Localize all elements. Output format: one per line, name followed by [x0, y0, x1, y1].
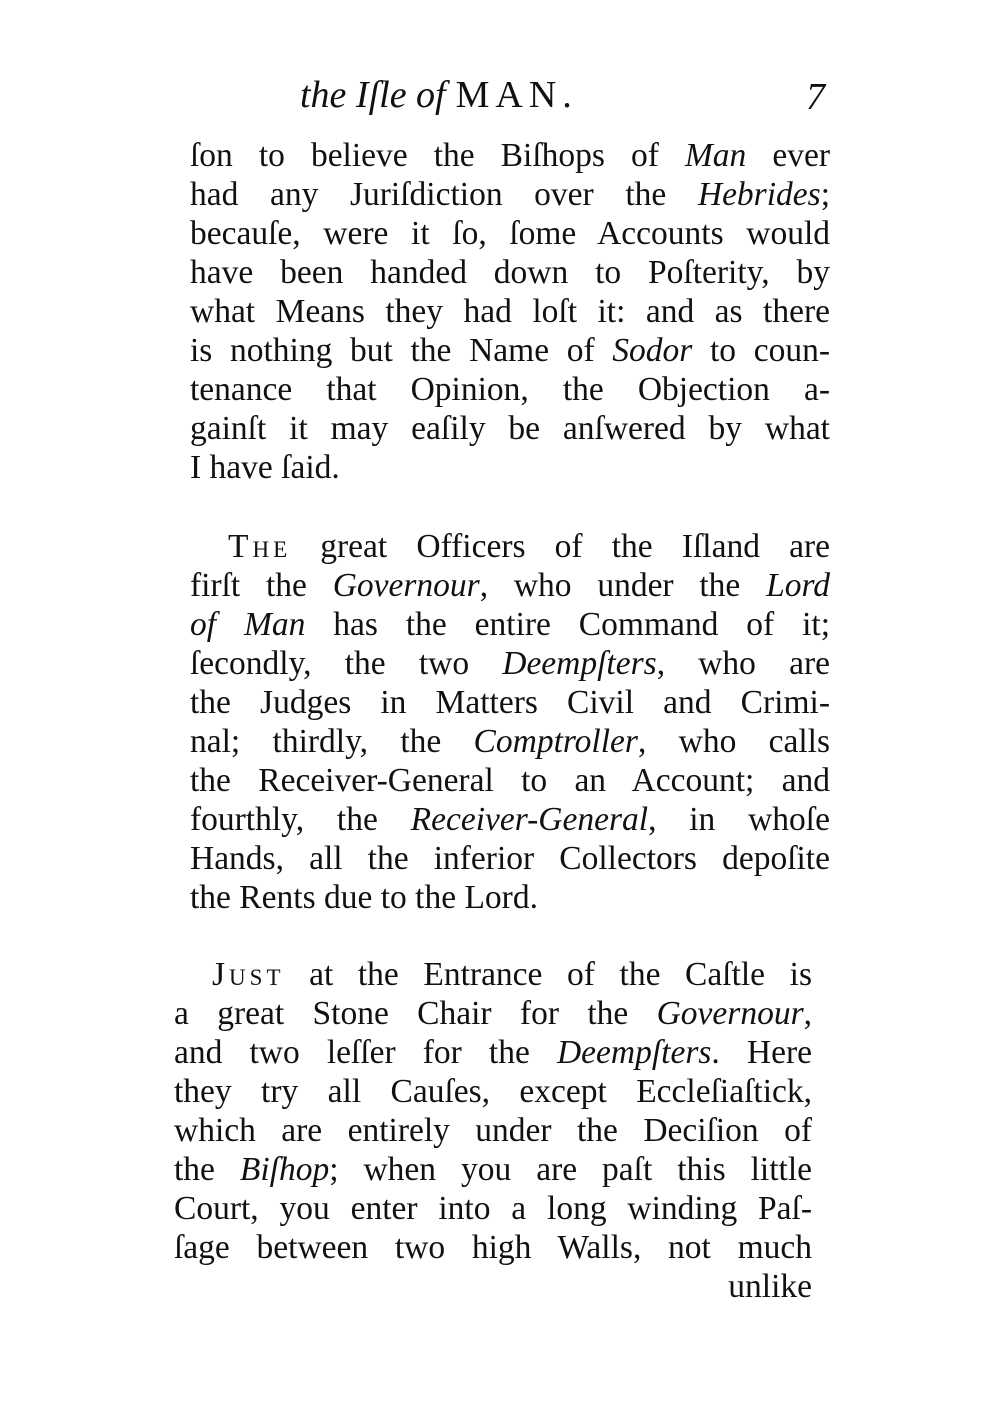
- italic-text: Deempſters: [502, 645, 657, 682]
- text-line: [190, 839, 830, 878]
- paragraph-3: [174, 955, 812, 1306]
- text-line: [174, 955, 812, 994]
- italic-text: of Man: [190, 606, 306, 643]
- text-line: [190, 605, 830, 644]
- italic-text: Lord: [766, 567, 830, 604]
- italic-text: Comptroller: [473, 723, 638, 760]
- text-segment: at the Entrance of the Caſtle is: [284, 956, 812, 993]
- text-segment: , who are: [656, 645, 830, 682]
- text-segment: have been handed down to Poſterity, by: [190, 254, 830, 291]
- running-header: [300, 70, 578, 120]
- text-segment: ſon to believe the Biſhops of: [190, 137, 685, 174]
- italic-text: Hebrides: [697, 176, 821, 213]
- text-segment: which are entirely under the Deciſion of: [174, 1112, 812, 1149]
- text-line: [190, 722, 830, 761]
- text-line: [190, 448, 830, 487]
- italic-text: Governour: [332, 567, 480, 604]
- text-line: [190, 292, 830, 331]
- paragraph-2: [190, 527, 830, 917]
- text-segment: nal; thirdly, the: [190, 723, 474, 760]
- text-segment: they try all Cauſes, except Eccleſiaſtick,: [174, 1073, 812, 1110]
- catchword: [174, 1267, 812, 1306]
- italic-text: Governour: [656, 995, 804, 1032]
- text-segment: gainſt it may eaſily be anſwered by what: [190, 410, 830, 447]
- text-line: [190, 566, 830, 605]
- text-segment: , who calls: [637, 723, 830, 760]
- text-segment: to coun-: [692, 332, 830, 369]
- text-segment: ſage between two high Walls, not much: [174, 1229, 812, 1266]
- text-segment: ever: [746, 137, 830, 174]
- text-line: [190, 370, 830, 409]
- text-segment: the Judges in Matters Civil and Crimi-: [190, 684, 830, 721]
- text-line: [190, 761, 830, 800]
- text-segment: ,: [803, 995, 812, 1032]
- text-segment: Court, you enter into a long winding Paſ-: [174, 1190, 812, 1227]
- text-line: [190, 214, 830, 253]
- text-line: [174, 1228, 812, 1267]
- text-line: [174, 994, 812, 1033]
- text-segment: tenance that Opinion, the Objection a-: [190, 371, 830, 408]
- text-segment: has the entire Command of it;: [305, 606, 831, 643]
- page-number: 7: [806, 76, 825, 118]
- text-segment: . Here: [711, 1034, 812, 1071]
- text-line: [190, 175, 830, 214]
- italic-text: Man: [684, 137, 747, 174]
- text-line: [190, 878, 830, 917]
- text-segment: , who under the: [479, 567, 767, 604]
- text-line: [190, 800, 830, 839]
- italic-text: Receiver-General: [410, 801, 649, 838]
- text-segment: ; when you are paſt this little: [329, 1151, 812, 1188]
- text-line: [190, 683, 830, 722]
- italic-text: Deempſters: [556, 1034, 712, 1071]
- text-segment: ſecondly, the two: [190, 645, 503, 682]
- text-segment: firſt the: [190, 567, 333, 604]
- paragraph-1: [190, 136, 830, 487]
- text-line: [174, 1072, 812, 1111]
- text-line: [174, 1150, 812, 1189]
- text-segment: is nothing but the Name of: [190, 332, 613, 369]
- text-line: [190, 527, 830, 566]
- text-line: [174, 1189, 812, 1228]
- italic-text: Biſhop: [239, 1151, 330, 1188]
- header-title-caps: MAN.: [455, 74, 578, 116]
- text-segment: unlike: [728, 1268, 812, 1305]
- text-segment: fourthly, the: [190, 801, 411, 838]
- text-segment: becauſe, were it ſo, ſome Accounts would: [190, 215, 830, 252]
- text-segment: I have ſaid.: [190, 449, 340, 486]
- header-title-italic: the Iſle of: [300, 74, 446, 116]
- text-segment: and two leſſer for the: [174, 1034, 557, 1071]
- text-segment: the Rents due to the Lord.: [190, 879, 538, 916]
- text-line: [174, 1033, 812, 1072]
- text-segment: Hands, all the inferior Collectors depoſite: [190, 840, 830, 877]
- text-segment: had any Juriſdiction over the: [190, 176, 698, 213]
- text-line: [174, 1111, 812, 1150]
- text-line: [190, 644, 830, 683]
- text-segment: ;: [820, 176, 830, 213]
- text-line: [190, 136, 830, 175]
- text-line: [190, 409, 830, 448]
- text-line: [190, 331, 830, 370]
- text-segment: the Receiver-General to an Account; and: [190, 762, 830, 799]
- text-segment: great Officers of the Iſland are: [291, 528, 830, 565]
- small-caps-text: The: [228, 528, 292, 565]
- italic-text: Sodor: [612, 332, 693, 369]
- text-segment: a great Stone Chair for the: [174, 995, 657, 1032]
- text-segment: what Means they had loſt it: and as there: [190, 293, 830, 330]
- text-segment: , in whoſe: [648, 801, 830, 838]
- text-segment: the: [174, 1151, 240, 1188]
- text-line: [190, 253, 830, 292]
- small-caps-text: Just: [212, 956, 285, 993]
